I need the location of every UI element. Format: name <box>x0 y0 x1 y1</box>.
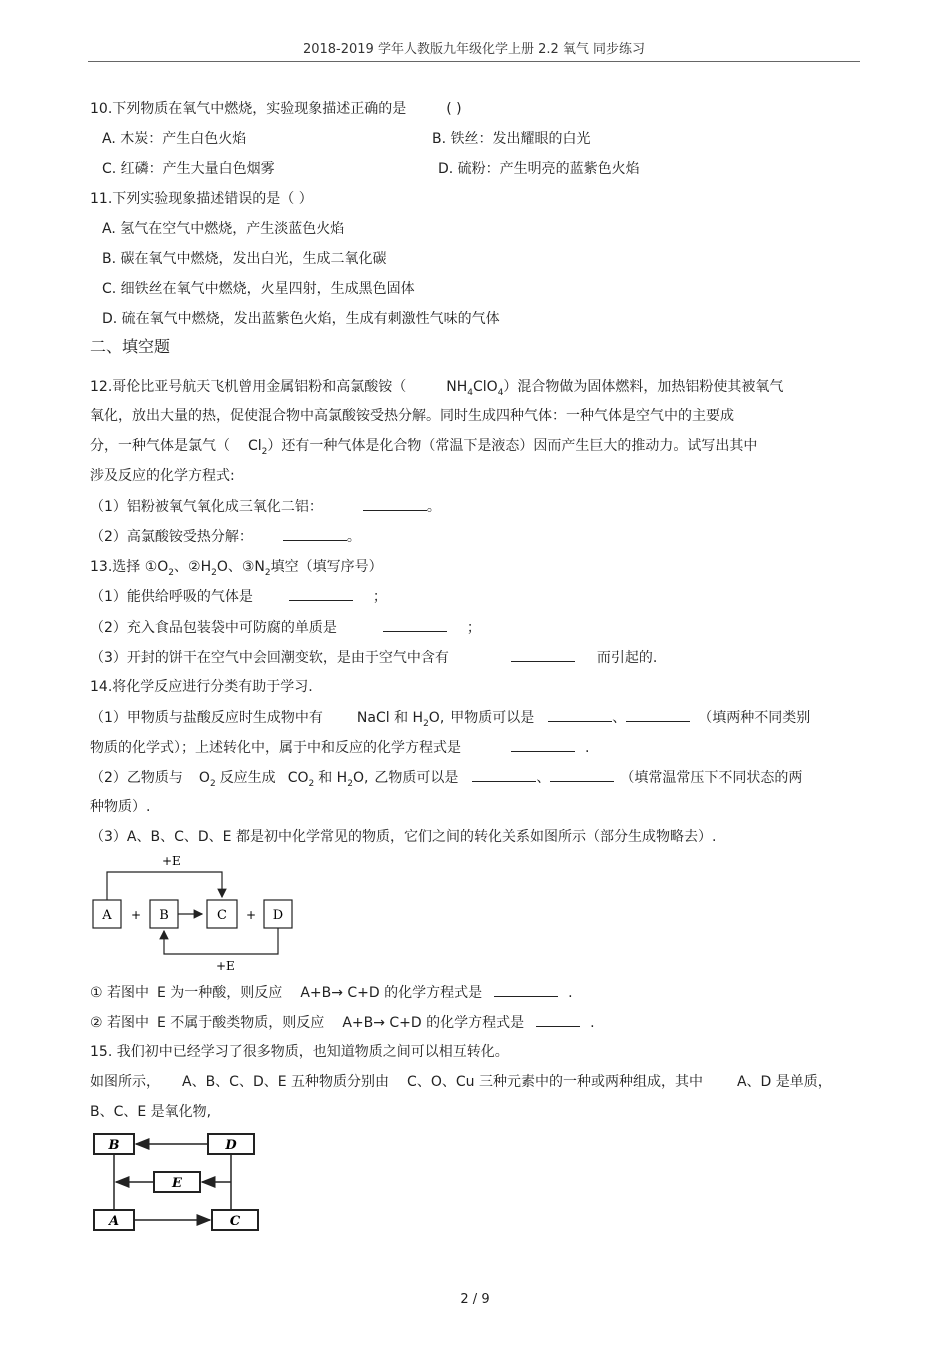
answer-blank[interactable] <box>363 497 427 511</box>
q10-option-d: D. 硫粉：产生明亮的蓝紫色火焰 <box>438 161 640 177</box>
answer-blank[interactable] <box>511 648 575 662</box>
q14-part-1: （1）甲物质与盐酸反应时生成物中有 NaCl 和 $H_2O$, 甲物质可以是 、 （填两种不同类别 <box>90 710 811 729</box>
q14-part-1-cont: 物质的化学式）；上述转化中，属于中和反应的化学方程式是 . <box>90 740 590 756</box>
box-a-label: A <box>108 1214 120 1229</box>
answer-blank[interactable] <box>289 587 353 601</box>
q14-case-1: ① 若图中 E 为一种酸，则反应 A+B→ C+D 的化学方程式是 . <box>90 985 573 1001</box>
q13-stem: 13.选择 $①O_2$、$②H_2O$、$③N_2$填空（填写序号） <box>90 559 383 578</box>
label-plus-e-bottom: +E <box>216 959 235 973</box>
page-number: 2 / 9 <box>460 1292 490 1307</box>
label-plus-e-top: +E <box>162 854 181 868</box>
q11-option-b: B. 碳在氧气中燃烧，发出白光，生成二氧化碳 <box>102 251 387 267</box>
header-rule <box>88 61 860 62</box>
q10-option-a: A. 木炭：产生白色火焰 <box>102 131 247 147</box>
q14-part-2-cont: 种物质）. <box>90 799 151 815</box>
answer-blank[interactable] <box>383 618 447 632</box>
section-fill-blank: 二、填空题 <box>90 337 171 356</box>
box-b-label: B <box>159 908 169 923</box>
plus-sign: + <box>245 908 257 922</box>
q12-sub-1: （1）铝粉被氧气氧化成三氧化二铝： 。 <box>90 499 441 515</box>
q14-part-2: （2）乙物质与 $O_2$ 反应生成 $CO_2$ 和 $H_2O$, 乙物质可以是 、 （填常温常压下不同状态的两 <box>90 770 803 789</box>
q14-part-3: （3）A、B、C、D、E 都是初中化学常见的物质，它们之间的转化关系如图所示（部分生成物略去）. <box>90 829 717 845</box>
answer-blank[interactable] <box>548 708 612 722</box>
q13-sub-2: （2）充入食品包装袋中可防腐的单质是 ； <box>90 620 481 636</box>
q11-option-a: A. 氢气在空气中燃烧，产生淡蓝色火焰 <box>102 221 345 237</box>
q12-sub-2: （2）高氯酸铵受热分解： 。 <box>90 529 361 545</box>
q12-line-1: 12.哥伦比亚号航天飞机曾用金属铝粉和高氯酸铵（ $NH_4ClO_4$）混合物做为固体燃料，加热铝粉使其被氧气 <box>90 379 784 398</box>
arrow-a-to-c <box>107 872 222 900</box>
q12-line-4: 涉及反应的化学方程式: <box>90 468 235 484</box>
reaction-diagram-abcd <box>92 850 302 975</box>
q14-stem: 14.将化学反应进行分类有助于学习. <box>90 679 313 695</box>
box-d-label: D <box>272 908 284 923</box>
q15-line-3: B、C、E 是氧化物, <box>90 1104 212 1120</box>
conversion-diagram-abcde <box>92 1130 264 1234</box>
box-a-label: A <box>102 908 112 923</box>
q15-stem: 15. 我们初中已经学习了很多物质，也知道物质之间可以相互转化。 <box>90 1044 509 1060</box>
box-c-label: C <box>229 1214 241 1229</box>
q11-option-c: C. 细铁丝在氧气中燃烧，火星四射，生成黑色固体 <box>102 281 415 297</box>
q11-stem: 11.下列实验现象描述错误的是（ ） <box>90 191 313 207</box>
q11-option-d: D. 硫在氧气中燃烧，发出蓝紫色火焰，生成有刺激性气味的气体 <box>102 311 500 327</box>
answer-blank[interactable] <box>626 708 690 722</box>
page-header: 2018-2019 学年人教版九年级化学上册 2.2 氧气 同步练习 <box>302 42 646 57</box>
q13-sub-3: （3）开封的饼干在空气中会回潮变软，是由于空气中含有 而引起的. <box>90 650 658 666</box>
arrow-d-to-b <box>164 928 278 954</box>
q14-case-2: ② 若图中 E 不属于酸类物质，则反应 A+B→ C+D 的化学方程式是 . <box>90 1015 595 1031</box>
q13-sub-1: （1）能供给呼吸的气体是 ； <box>90 589 387 605</box>
answer-blank[interactable] <box>536 1013 580 1027</box>
box-d-label: D <box>225 1138 237 1153</box>
answer-blank[interactable] <box>511 738 575 752</box>
answer-blank[interactable] <box>494 983 558 997</box>
box-c-label: C <box>217 908 227 923</box>
q12-line-2: 氧化，放出大量的热，促使混合物中高氯酸铵受热分解。同时生成四种气体：一种气体是空气中的主要成 <box>90 408 734 424</box>
q10-option-c: C. 红磷：产生大量白色烟雾 <box>102 161 275 177</box>
q10-option-b: B. 铁丝：发出耀眼的白光 <box>432 131 591 147</box>
q12-line-3: 分，一种气体是氯气（ $Cl_2$）还有一种气体是化合物（常温下是液态）因而产生巨大的推动力。试写出其中 <box>90 438 758 457</box>
plus-sign: + <box>130 908 142 922</box>
box-b-label: B <box>108 1138 120 1153</box>
answer-blank[interactable] <box>550 768 614 782</box>
q15-line-2: 如图所示， A、B、C、D、E 五种物质分别由 C、O、Cu 三种元素中的一种或两种组成，其中 A、D 是单质， <box>90 1074 832 1090</box>
answer-blank[interactable] <box>472 768 536 782</box>
box-e-label: E <box>172 1176 182 1191</box>
answer-blank[interactable] <box>283 527 347 541</box>
q10-stem: 10.下列物质在氧气中燃烧，实验现象描述正确的是 ( ) <box>90 101 462 117</box>
